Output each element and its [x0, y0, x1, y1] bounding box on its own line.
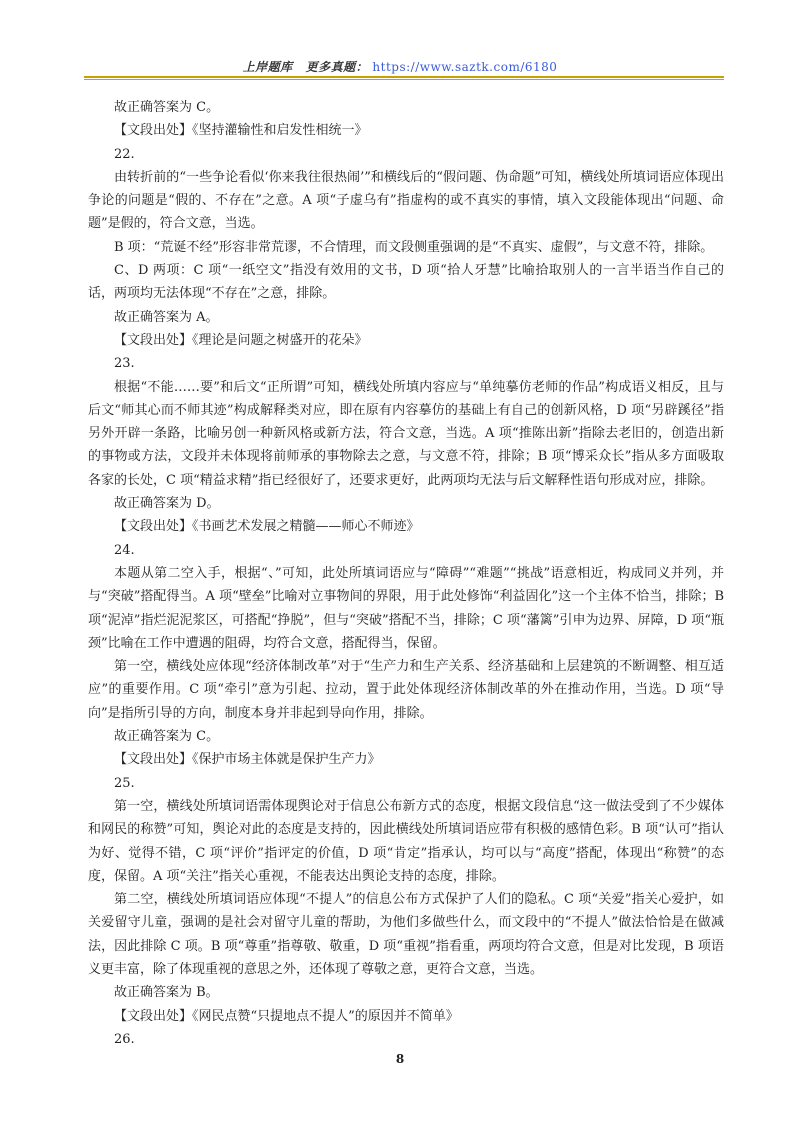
paragraph: 【文段出处】《书画艺术发展之精髓——师心不师迹》	[114, 519, 420, 535]
paragraph: 故正确答案为 D。	[114, 496, 220, 512]
paragraph: 25.	[114, 775, 135, 791]
page-header	[0, 58, 800, 75]
paragraph: 【文段出处】《保护市场主体就是保护生产力》	[114, 752, 381, 768]
document-body	[88, 96, 724, 1051]
paragraph: 24.	[114, 542, 135, 558]
paragraph: 本题从第二空入手，根据“、”可知，此处所填词语应与“障碍”“难题”“挑战”语意相近，构成同义并列，并与“突破”搭配得当。A 项“壁垒”比喻对立事物间的界限，用于此处修饰“利益固化”这一个主体不恰当，排除；B 项“泥淖”指烂泥泥浆区，可搭配“挣脱”，但与“突破”搭配不当，排除；C 项“藩篱”引申为边界、屏障，D 项“瓶颈”比喻在工作中遭遇的阻碍，均符合文意，搭配得当，保留。	[88, 565, 724, 651]
page-number: 8	[395, 1052, 405, 1066]
paragraph: 故正确答案为 C。	[114, 729, 220, 745]
paragraph: 26.	[114, 1031, 135, 1047]
paragraph: 根据“不能……要”和后文“正所谓”可知，横线处所填内容应与“单纯摹仿老师的作品”构成语义相反，且与后文“师其心而不师其迹”构成解释类对应，即在原有内容摹仿的基础上有自己的创新风格，D 项“另辟蹊径”指另外开辟一条路，比喻另创一种新风格或新方法，符合文意，当选。A 项“推陈出新”指除去老旧的，创造出新的事物或方法，文段并未体现将前师承的事物除去之意，与文意不符，排除；B 项“博采众长”指从多方面吸取各家的长处，C 项“精益求精”指已经很好了，还要求更好，此两项均无法与后文解释性语句形成对应，排除。	[88, 379, 724, 488]
header-rule-thin	[84, 79, 724, 80]
paragraph: 故正确答案为 A。	[114, 309, 219, 325]
paragraph: 故正确答案为 C。	[114, 100, 220, 115]
paragraph: 第二空，横线处所填词语应体现“不提人”的信息公布方式保护了人们的隐私。C 项“关爱”指关心爱护，如关爱留守儿童，强调的是社会对留守儿童的帮助，为他们多做些什么，而文段中的“不提人”做法恰恰是在做减法，因此排除 C 项。B 项“尊重”指尊敬、敬重，D 项“重视”指看重，两项均符合文意，但是对比发现，B 项语义更丰富，除了体现重视的意思之外，还体现了尊敬之意，更符合文意，当选。	[88, 892, 724, 977]
paragraph: 【文段出处】《坚持灌输性和启发性相统一》	[114, 123, 368, 139]
paragraph: 【文段出处】《理论是问题之树盛开的花朵》	[114, 332, 368, 348]
header-more-label: 更多真题：	[305, 60, 369, 74]
paragraph: B 项：“荒诞不经”形容非常荒谬，不合情理，而文段侧重强调的是“不真实、虚假”，与文意不符，排除。	[114, 239, 714, 255]
paragraph: C、D 两项：C 项“一纸空文”指没有效用的文书，D 项“拾人牙慧”比喻拾取别人的一言半语当作自己的话，两项均无法体现“不存在”之意，排除。	[88, 263, 724, 302]
paragraph: 23.	[114, 356, 135, 372]
paragraph: 由转折前的“一些争论看似‘你来我往很热闹’”和横线后的“假问题、伪命题”可知，横线处所填词语应体现出争论的问题是“假的、不存在”之意。A 项“子虚乌有”指虚构的或不真实的事情，填入文段能体现出“问题、命题”是假的，符合文意，当选。	[88, 169, 724, 232]
header-rule	[84, 76, 724, 78]
paragraph: 第一空，横线处应体现“经济体制改革”对于“生产力和生产关系、经济基础和上层建筑的不断调整、相互适应”的重要作用。C 项“牵引”意为引起、拉动，置于此处体现经济体制改革的外在推动作用，当选。D 项“导向”是指所引导的方向，制度本身并非起到导向作用，排除。	[88, 659, 724, 721]
header-brand: 上岸题库	[242, 60, 293, 74]
paragraph: 22.	[114, 146, 135, 162]
paragraph: 故正确答案为 B。	[114, 985, 219, 1001]
paragraph: 【文段出处】《网民点赞“只提地点不提人”的原因并不简单》	[114, 1008, 459, 1024]
paragraph: 第一空，横线处所填词语需体现舆论对于信息公布新方式的态度，根据文段信息“这一做法受到了不少媒体和网民的称赞”可知，舆论对此的态度是支持的，因此横线处所填词语应带有积极的感情色彩。B 项“认可”指认为好、觉得不错，C 项“评价”指评定的价值，D 项“肯定”指承认，均可以与“高度”搭配，体现出“称赞”的态度，保留。A 项“关注”指关心重视，不能表达出舆论支持的态度，排除。	[88, 798, 724, 884]
header-url-link[interactable]: https://www.saztk.com/6180	[372, 60, 558, 74]
